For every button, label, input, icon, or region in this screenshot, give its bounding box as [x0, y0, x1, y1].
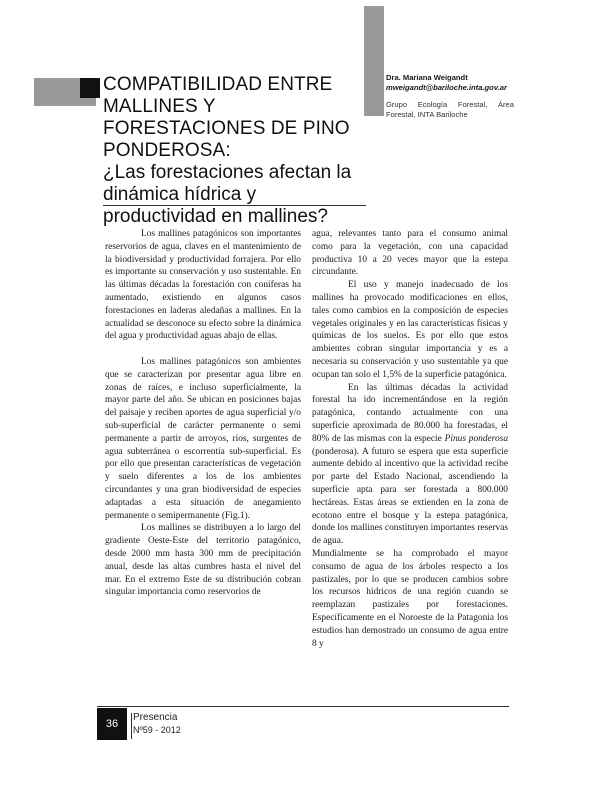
paragraph: Mundialmente se ha comprobado el mayor consumo de agua de los árboles respecto a los pastizales, por lo que se producen cambios sobre los recursos hídricos de una región cuando se reemplazan pastizales por forestaciones. Específicamente en el Noroeste de la Patagonia los estudios han demostrado un consumo de agua entre 8 y — [312, 548, 508, 649]
paragraph-text: En las últimas décadas la actividad forestal ha ido incrementándose en la región patagónica, contando actualmente con una superficie aproximada de 80.000 ha forestadas, el 80% de las mismas con la especie — [312, 382, 508, 444]
paragraph-text: (ponderosa). A futuro se espera que esta superficie aumente debido al incentivo que la actividad recibe por parte del Estado Nacional, ascendiendo la superficie apta para ser forestada a 800.000 hectáreas. Estas áreas se extienden en la zona de ecotono entre el bosque y la estepa patagónica, donde los mallines constituyen importantes reservas de agua. — [312, 446, 508, 547]
publication-issue: Nº59 - 2012 — [133, 725, 181, 735]
decorative-gray-bar — [364, 6, 384, 116]
title-divider — [103, 205, 366, 206]
article-subtitle: ¿Las forestaciones afectan la dinámica hídrica y productividad en mallines? — [103, 162, 352, 227]
paragraph: Los mallines se distribuyen a lo largo del gradiente Oeste-Este del territorio patagónico, desde 2000 mm hasta 300 mm de precipitación anual, desde las altas cumbres hasta el nivel del mar. En el extremo Este de su distribución cobran singular importancia como reservorios de — [105, 523, 301, 598]
author-block — [386, 73, 514, 120]
body-column-left — [105, 228, 301, 599]
footer-vertical-rule — [131, 713, 132, 739]
decorative-black-square — [80, 78, 100, 98]
footer-divider — [97, 706, 509, 707]
body-column-right — [312, 228, 508, 650]
paragraph: agua, relevantes tanto para el consumo animal como para la vegetación, con una capacidad productiva 10 a 20 veces mayor que la estepa circundante. — [312, 229, 508, 278]
species-name: Pinus ponderosa — [444, 433, 509, 444]
publication-name: Presencia — [133, 712, 178, 723]
paragraph: Los mallines patagónicos son ambientes que se caracterizan por presentar agua libre en zonas de raíces, e incluso superficialmente, la mayor parte del año. Se ubican en posiciones bajas del paisaje y reciben aportes de agua superficial y/o sub-superficial de carácter permanente o semi permanente a partir de arroyos, ríos, surgentes de agua subterránea o escorrentía sub-superficial. Es por ello que presentan características de vegetación y suelo diferentes a los de los ambientes circundantes y una gran biodiversidad de especies adaptadas a esta situación de anegamiento permanente o semipermanente (Fig.1). — [105, 356, 301, 521]
paragraph — [312, 382, 508, 548]
page-number — [97, 708, 127, 740]
author-name: Dra. Mariana Weigandt — [386, 73, 468, 82]
author-affiliation: Grupo Ecología Forestal, Área Forestal, INTA Bariloche — [386, 100, 514, 119]
page-number-text: 36 — [105, 718, 119, 730]
publication-info — [133, 711, 181, 737]
article-title: COMPATIBILIDAD ENTRE MALLINES Y FORESTACIONES DE PINO PONDEROSA: — [103, 74, 350, 161]
paragraph: El uso y manejo inadecuado de los mallines ha provocado modificaciones en ellos, tales como cambios en la composición de especies vegetales originales y en las características físicas y químicas de los suelos. Es por ello que estos ambientes cobran singular importancia y es a necesaria su conservación y uso sustentable ya que ocupan tan solo el 1,5% de la superficie patagónica. — [312, 280, 508, 380]
author-email[interactable]: mweigandt@bariloche.inta.gov.ar — [386, 82, 507, 92]
paragraph: Los mallines patagónicos son importantes reservorios de agua, claves en el mantenimiento de la biodiversidad y productividad forrajera. Por ello es importante su conservación y uso sustentable. En las últimas décadas la forestación con coníferas ha aumentado, existiendo en algunos casos forestaciones en laderas aledañas a mallines. En la actualidad se desconoce su efecto sobre la dinámica del agua y productividad aguas abajo de ellas. — [105, 229, 301, 342]
